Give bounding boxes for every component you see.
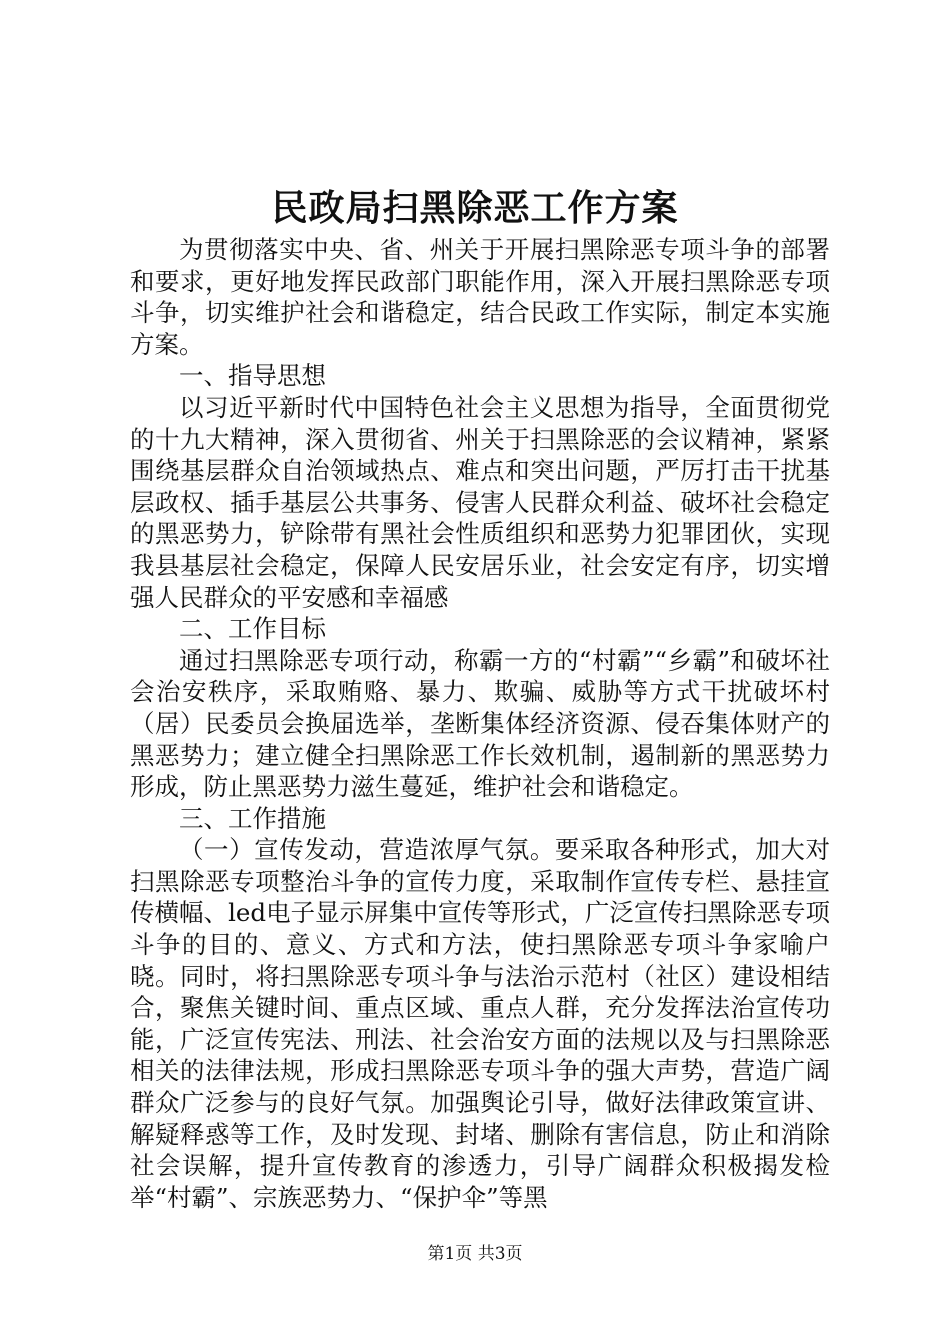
intro-paragraph: 为贯彻落实中央、省、州关于开展扫黑除恶专项斗争的部署和要求，更好地发挥民政部门职能作用，深入开展扫黑除恶专项斗争，切实维护社会和谐稳定，结合民政工作实际，制定本实施方案。: [130, 235, 830, 359]
work-measures-paragraph: （一）宣传发动，营造浓厚气氛。要采取各种形式，加大对扫黑除恶专项整治斗争的宣传力度，采取制作宣传专栏、悬挂宣传横幅、led电子显示屏集中宣传等形式，广泛宣传扫黑除恶专项斗争的目的、意义、方式和方法，使扫黑除恶专项斗争家喻户晓。同时，将扫黑除恶专项斗争与法治示范村（社区）建设相结合，聚焦关键时间、重点区域、重点人群，充分发挥法治宣传功能，广泛宣传宪法、刑法、社会治安方面的法规以及与扫黑除恶相关的法律法规，形成扫黑除恶专项斗争的强大声势，营造广阔群众广泛参与的良好气氛。加强舆论引导，做好法律政策宣讲、解疑释惑等工作，及时发现、封堵、删除有害信息，防止和消除社会误解，提升宣传教育的渗透力，引导广阔群众积极揭发检举“村霸”、宗族恶势力、“保护伞”等黑: [130, 835, 830, 1212]
work-goals-paragraph: 通过扫黑除恶专项行动，称霸一方的“村霸”“乡霸”和破坏社会治安秩序，采取贿赂、暴力、欺骗、威胁等方式干扰破坏村（居）民委员会换届选举，垄断集体经济资源、侵吞集体财产的黑恶势力；建立健全扫黑除恶工作长效机制，遏制新的黑恶势力形成，防止黑恶势力滋生蔓延，维护社会和谐稳定。: [130, 645, 830, 802]
section-heading-work-goals: 二、工作目标: [179, 614, 326, 644]
section-heading-work-measures: 三、工作措施: [179, 803, 326, 833]
page-footer: 第1页 共3页: [427, 1244, 523, 1264]
document-body: [130, 234, 830, 1213]
section-heading-guiding-thought: 一、指导思想: [179, 361, 326, 391]
guiding-thought-paragraph: 以习近平新时代中国特色社会主义思想为指导，全面贯彻党的十九大精神，深入贯彻省、州关于扫黑除恶的会议精神，紧紧围绕基层群众自治领域热点、难点和突出问题，严厉打击干扰基层政权、插手基层公共事务、侵害人民群众利益、破坏社会稳定的黑恶势力，铲除带有黑社会性质组织和恶势力犯罪团伙，实现我县基层社会稳定，保障人民安居乐业，社会安定有序，切实增强人民群众的平安感和幸福感: [130, 392, 830, 612]
document-title: 民政局扫黑除恶工作方案: [271, 187, 679, 229]
